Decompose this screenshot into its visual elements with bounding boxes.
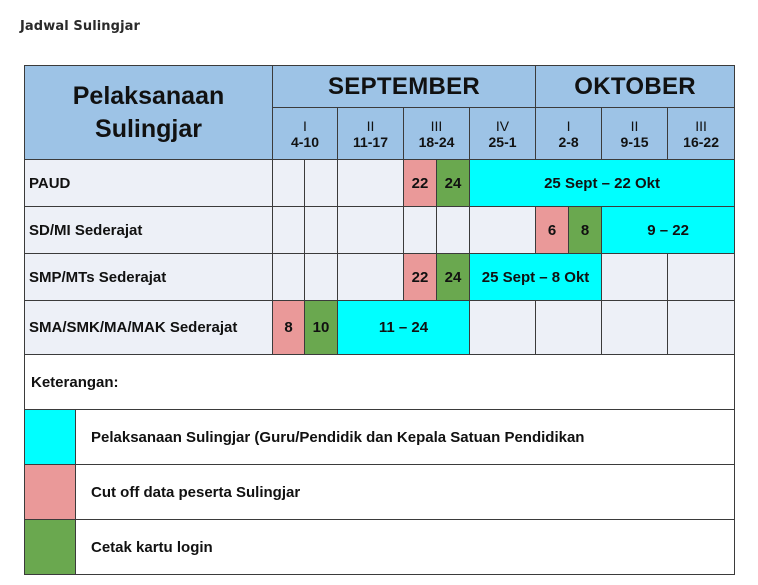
week-header: [470, 108, 536, 160]
week-roman: I: [566, 117, 571, 134]
week-header: [536, 108, 602, 160]
month-september: SEPTEMBER: [273, 66, 536, 108]
schedule-table: [24, 65, 735, 575]
week-roman: III: [430, 117, 443, 134]
legend-label: Cut off data peserta Sulingjar: [76, 465, 300, 519]
week-range: 25-1: [488, 133, 517, 150]
week-range: 11-17: [352, 133, 389, 150]
legend-item-cell: [25, 410, 735, 465]
schedule-table-wrapper: [24, 65, 734, 575]
legend-item-cell: [25, 520, 735, 575]
cutoff-cell: 22: [404, 160, 437, 207]
legend-item: [25, 410, 735, 465]
cutoff-cell: 8: [273, 301, 305, 355]
week-roman: II: [366, 117, 375, 134]
table-row-sd: [25, 207, 735, 254]
level-label: SMP/MTs Sederajat: [25, 254, 273, 301]
week-range: 4-10: [290, 133, 320, 150]
table-row-sma: [25, 301, 735, 355]
header-title-line2: Sulingjar: [95, 114, 202, 143]
week-roman: I: [303, 117, 307, 134]
legend-swatch-cyan: [25, 410, 76, 464]
week-header: [273, 108, 338, 160]
print-card-cell: 10: [305, 301, 338, 355]
empty-cell: [338, 254, 404, 301]
legend-item-cell: [25, 465, 735, 520]
empty-cell: [437, 207, 470, 254]
week-header: [668, 108, 735, 160]
empty-cell: [668, 301, 735, 355]
legend-title-row: [25, 355, 735, 410]
empty-cell: [470, 207, 536, 254]
empty-cell: [273, 160, 305, 207]
legend-swatch-pink: [25, 465, 76, 519]
empty-cell: [273, 207, 305, 254]
empty-cell: [305, 160, 338, 207]
execution-cell: 25 Sept – 8 Okt: [470, 254, 602, 301]
week-range: 16-22: [683, 133, 719, 150]
empty-cell: [338, 160, 404, 207]
empty-cell: [273, 254, 305, 301]
legend-item: [25, 465, 735, 520]
header-title-cell: [25, 66, 273, 160]
week-roman: IV: [495, 117, 510, 134]
week-roman: III: [695, 117, 707, 134]
legend-title: Keterangan:: [25, 355, 735, 410]
print-card-cell: 8: [569, 207, 602, 254]
page-title: Jadwal Sulingjar: [20, 19, 141, 34]
level-label: SD/MI Sederajat: [25, 207, 273, 254]
table-row-smp: [25, 254, 735, 301]
empty-cell: [305, 254, 338, 301]
legend-item: [25, 520, 735, 575]
empty-cell: [668, 254, 735, 301]
header-row-months: [25, 66, 735, 108]
empty-cell: [602, 254, 668, 301]
level-label: PAUD: [25, 160, 273, 207]
cutoff-cell: 22: [404, 254, 437, 301]
empty-cell: [536, 301, 602, 355]
level-label: SMA/SMK/MA/MAK Sederajat: [25, 301, 273, 355]
legend-swatch-green: [25, 520, 76, 574]
execution-cell: 25 Sept – 22 Okt: [470, 160, 735, 207]
empty-cell: [305, 207, 338, 254]
week-range: 18-24: [418, 133, 455, 150]
week-header: [404, 108, 470, 160]
week-header: [338, 108, 404, 160]
legend-label: Pelaksanaan Sulingjar (Guru/Pendidik dan Kepala Satuan Pendidikan: [76, 410, 584, 464]
legend-label: Cetak kartu login: [76, 520, 213, 574]
empty-cell: [338, 207, 404, 254]
week-range: 9-15: [620, 133, 649, 150]
execution-cell: 11 – 24: [338, 301, 470, 355]
week-header: [602, 108, 668, 160]
empty-cell: [602, 301, 668, 355]
print-card-cell: 24: [437, 254, 470, 301]
month-oktober: OKTOBER: [536, 66, 735, 108]
execution-cell: 9 – 22: [602, 207, 735, 254]
week-roman: II: [630, 117, 639, 134]
empty-cell: [404, 207, 437, 254]
cutoff-cell: 6: [536, 207, 569, 254]
week-range: 2-8: [558, 133, 579, 150]
print-card-cell: 24: [437, 160, 470, 207]
empty-cell: [470, 301, 536, 355]
table-row-paud: [25, 160, 735, 207]
header-title-line1: Pelaksanaan: [72, 81, 225, 110]
